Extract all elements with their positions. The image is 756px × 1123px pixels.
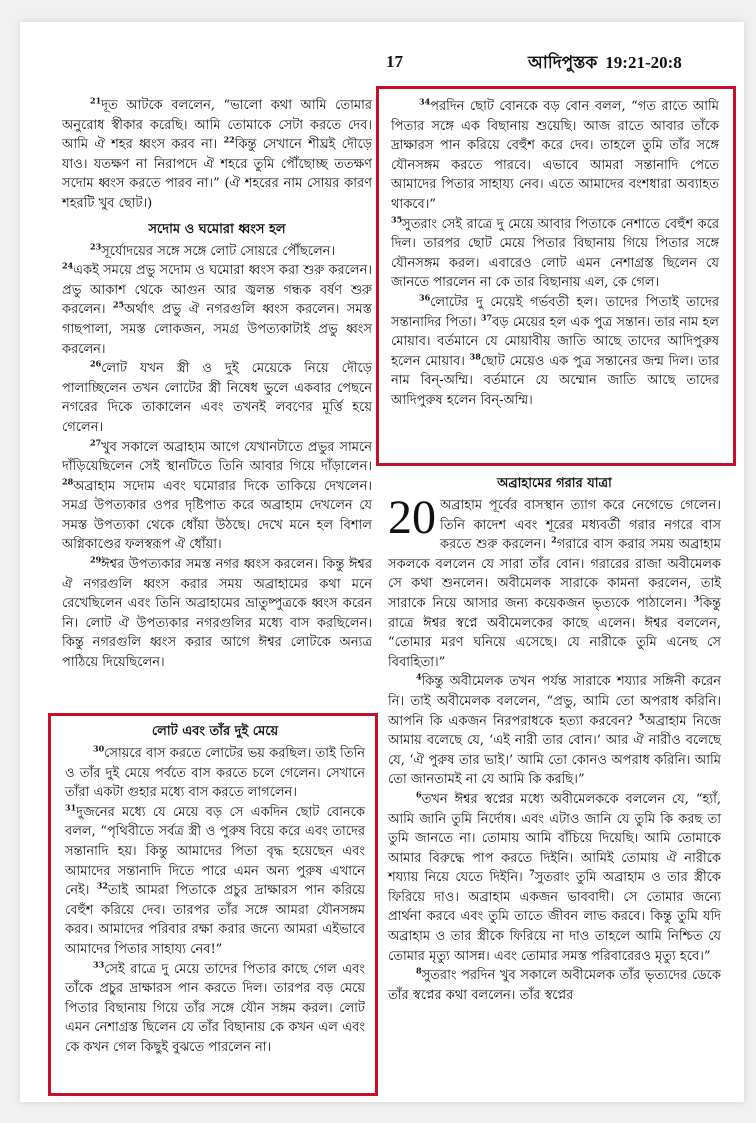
verse-text: কিন্তু রাত্রে ঈশ্বর স্বপ্নে অবীমেলকের কাছে এলেন। ঈশ্বর বললেন, “তোমার মরণ ঘনিয়ে এসেছে। যে নারীকে তুমি এনেছ সে বিবাহিতা।” — [388, 595, 721, 670]
section-heading: সদোম ও ঘমোরা ধ্বংস হল — [148, 221, 286, 237]
verse-text: পরদিন ছোট বোনকে বড় বোন বলল, “গত রাতে আমি পিতার সঙ্গে এক বিছানায় শুয়েছি। আজ রাতে আবার তাঁকে দ্রাক্ষারস পান করিয়ে বেহুঁশ করে দেব। তাহলে তুমি তাঁর সঙ্গে যৌনসঙ্গম করতে পারবে। এভাবে আমরা সন্তানাদি পেতে আমাদের পিতার সাহায্য নেব। এতে আমাদের বংশধারা অব্যাহত থাকবে।” — [391, 99, 719, 212]
verse-number: 31 — [65, 802, 77, 813]
verse-number: 33 — [93, 959, 105, 970]
paragraph — [62, 359, 372, 437]
verse-number: 8 — [416, 965, 422, 976]
verse-text: কিন্তু অবীমেলক তখন পর্যন্ত সারাকে শয্যার সঙ্গিনী করেন নি। তাই অবীমেলক বললেন, “প্রভু, আমি তো অপরাধ করিনি। আপনি কি একজন নিরপরাধকে হত্যা করবেন? — [388, 674, 721, 729]
left-column — [62, 96, 372, 673]
verse-number: 38 — [469, 351, 481, 362]
verse-number: 4 — [416, 672, 422, 683]
verse-text: লোটের দু মেয়েই গর্ভবতী হল। তাদের পিতাই তাদের সন্তানাদির পিতা। — [391, 294, 719, 330]
verse-text: খুব সকালে অব্রাহাম আগে যেখানটাতে প্রভুর সামনে দাঁড়িয়েছিলেন সেই স্থানটিতে তিনি আবার গিয়ে দাঁড়ালেন। — [62, 439, 372, 475]
paragraph — [65, 803, 365, 960]
verse-number: 3 — [693, 593, 700, 604]
verse-number: 34 — [419, 96, 431, 107]
verse-number: 22 — [223, 134, 235, 145]
section-heading: অব্রাহামের গরার যাত্রা — [497, 476, 612, 491]
verse-text: ছোট মেয়েও এক পুত্র সন্তানের জন্ম দিল। তার নাম বিন্-অম্মি। বর্তমানে যে অম্মোন জাতি আছে তাদের আদিপুরুষ হলেন বিন্-অম্মি। — [391, 353, 720, 408]
verse-text: অর্থাৎ প্রভু ঐ নগরগুলি ধ্বংস করলেন। সমস্ত গাছপালা, সমস্ত লোকজন, সমগ্র উপত্যকাটাই প্রভু ধ্বংস করলেন। — [62, 302, 372, 357]
verse-number: 7 — [529, 867, 535, 878]
chapter-verse-range: 19:21-20:8 — [605, 53, 682, 72]
verse-text: সেই রাত্রে দু মেয়ে তাদের পিতার কাছে গেল এবং তাঁকে প্রচুর দ্রাক্ষারস পান করতে দিল। তারপর বড় মেয়ে পিতার বিছানায় গিয়ে তাঁর সঙ্গে যৌন সঙ্গম করল। লোট এমন নেশাগ্রস্ত ছিলেন যে তাঁর বিছানায় কে কখন এল এবং কে কখন গেল কিছুই বুঝতে পারলেন না। — [65, 961, 365, 1055]
verse-number: 37 — [480, 312, 493, 323]
verse-text: ঈশ্বর উপত্যকার সমস্ত নগর ধ্বংস করলেন। কিন্তু ঈশ্বর ঐ নগরগুলি ধ্বংস করার সময় অব্রাহামের কথা মনে রেখেছিলেন এবং তিনি অব্রাহামের ভ্রাতুষ্পুত্রকে ধ্বংস করেন নি। লোট ঐ উপত্যকার নগরগুলির মধ্যে বাস করছিলেন। কিন্তু নগরগুলি ধ্বংস করার আগে ঈশ্বর লোটকে অন্যত্র পাঠিয়ে দিয়েছিলেন। — [62, 557, 372, 671]
verse-text: সুতরাং পরদিন খুব সকালে অবীমেলক তাঁর ভৃত্যদের ডেকে তাঁর স্বপ্নের কথা বললেন। তাঁর স্বপ্নের — [388, 968, 721, 1003]
paragraph — [62, 261, 372, 359]
right-column — [388, 474, 721, 1005]
verse-number: 28 — [62, 476, 74, 487]
book-title: আদিপুস্তক — [528, 53, 598, 73]
highlight-box-left — [48, 713, 378, 1096]
paragraph — [388, 966, 721, 1005]
section-heading: লোট এবং তাঁর দুই মেয়ে — [151, 724, 279, 739]
paragraph — [62, 438, 372, 556]
verse-number: 36 — [419, 292, 431, 303]
paragraph — [62, 555, 372, 673]
chapter-number: 20 — [388, 491, 436, 544]
paragraph — [65, 960, 365, 1058]
verse-number: 5 — [638, 711, 645, 722]
verse-text: সোয়রে বাস করতে লোটের ভয় করছিল। তাই তিনি ও তাঁর দুই মেয়ে পর্বতে বাস করতে চলে গেলেন। সেখানে তাঁরা একটা গুহার মধ্যে বাস করতে লাগলেন। — [65, 746, 365, 801]
verse-number: 30 — [93, 743, 105, 754]
page-number: 17 — [386, 52, 403, 71]
paragraph — [62, 242, 372, 262]
verse-number: 29 — [90, 554, 102, 565]
paragraph — [391, 97, 719, 215]
verse-text: একই সময়ে প্রভু সদোম ও ঘমোরা ধ্বংস করা শুরু করলেন। প্রভু আকাশ থেকে আগুন আর জ্বলন্ত গন্ধক বর্ষণ শুরু করলেন। — [62, 263, 372, 318]
paragraph — [388, 672, 721, 790]
highlight-box-right — [376, 86, 736, 466]
verse-text: সূর্যোদয়ের সঙ্গে সঙ্গে লোট সোয়রে পৌঁছলেন। — [101, 243, 336, 259]
verse-number: 2 — [551, 534, 557, 545]
paragraph — [388, 790, 721, 966]
paragraph — [388, 491, 721, 672]
verse-text: অব্রাহাম পূর্বের বাসস্থান ত্যাগ করে নেগেভে গেলেন। তিনি কাদেশ এবং শূরের মধ্যবর্তী গরার নগরে বাস করতে শুরু করলেন। — [440, 498, 721, 553]
verse-text: অব্রাহাম সদোম এবং ঘমোরার দিকে তাকিয়ে দেখলেন। সমগ্র উপত্যকার ওপর দৃষ্টিপাত করে অব্রাহাম দেখলেন যে সমস্ত উপত্যকা থেকে ধোঁয়া উঠছে। দেখে মনে হল বিশাল অগ্নিকাণ্ডের ফলস্বরূপ ঐ ধোঁয়া। — [62, 478, 372, 553]
verse-text: সুতরাং সেই রাত্রে দু মেয়ে আবার পিতাকে নেশাতে বেহুঁশ করে দিল। তারপর ছোট মেয়ে পিতার বিছানায় গিয়ে পিতার সঙ্গে যৌনসঙ্গম করল। এবারেও লোট এমন নেশাগ্রস্ত ছিলেন যে জানতে পারলেন না কে তার বিছানায় এল, কে গেল। — [391, 216, 719, 291]
verse-text: কিন্তু সেখানে শীঘ্রই দৌড়ে যাও। যতক্ষণ না নিরাপদে ঐ শহরে তুমি পৌঁছোচ্ছ ততক্ষণ সদোম ধ্বংস করতে পারব না।” (ঐ শহরের নাম সোয়র কারণ শহরটি খুব ছোট।) — [62, 137, 372, 211]
box-content — [65, 722, 365, 1058]
verse-text: সুতরাং তুমি অব্রাহাম ও তার স্ত্রীকে ফিরিয়ে দাও। অব্রাহাম একজন ভাববাদী। সে তোমার জন্যে প্রার্থনা করবে এবং তুমি তাতে জীবন লাভ করবে। কিন্তু তুমি যদি অব্রাহাম ও তার স্ত্রীকে ফিরিয়ে না দাও তাহলে আমি নিশ্চিত যে তোমার মৃত্যু আসন্ন। এবং তোমার সমস্ত পরিবারেরও মৃত্যু হবে।” — [388, 870, 721, 964]
verse-number: 21 — [90, 95, 102, 106]
box-content — [391, 97, 719, 411]
paragraph — [391, 215, 719, 293]
chapter-20-section — [388, 474, 721, 1005]
verse-number: 24 — [62, 260, 74, 271]
paragraph — [65, 744, 365, 803]
verse-text: অব্রাহাম নিজে আমায় বলেছে যে, ‘এই নারী তার বোন।’ আর ঐ নারীও বলেছে যে, ‘ঐ পুরুষ তার ভাই।’ আমি তো কোনও অপরাধ করিনি। আমি তো জানতামই না যে আমি কি করছি।” — [388, 713, 721, 788]
verse-text: গরারে বাস করার সময় অব্রাহাম সকলকে বললেন যে সারা তাঁর বোন। গরারের রাজা অবীমেলক সে কথা শুনলেন। অবীমেলক সারাকে কামনা করলেন, তাই সারাকে নিয়ে আসার জন্য কয়েকজন ভৃত্যকে পাঠালেন। — [388, 537, 721, 611]
verse-text: বড় মেয়ের হল এক পুত্র সন্তান। তার নাম হল মোয়াব। বর্তমানে যে মোয়াবীয় জাতি আছে তাদের আদিপুরুষ হলেন মোয়াব। — [391, 314, 719, 369]
verse-text: তাই আমরা পিতাকে প্রচুর দ্রাক্ষারস পান করিয়ে বেহুঁশ করিয়ে দেব। তারপর তাঁর সঙ্গে আমরা যৌনসঙ্গম করব। আমাদের পরিবার রক্ষা করার জন্যে আমরা এইভাবে আমাদের পিতার সাহায্য নেব!” — [65, 883, 365, 957]
verse-text: দূত আটকে বললেন, “ভালো কথা আমি তোমার অনুরোধ স্বীকার করেছি। আমি তোমাকে সেটা করতে দেব। আমি ঐ শহর ধ্বংস করব না। — [62, 98, 372, 153]
verse-number: 27 — [90, 437, 102, 448]
verse-number: 32 — [96, 880, 108, 891]
running-header — [528, 50, 682, 78]
verse-number: 26 — [90, 358, 102, 369]
verse-number: 23 — [90, 241, 102, 252]
paragraph — [62, 96, 372, 214]
verse-text: লোট যখন স্ত্রী ও দুই মেয়েকে নিয়ে দৌড়ে পালাচ্ছিলেন তখন লোটের স্ত্রী নিষেধ ভুলে একবার পেছনে নগরের দিকে তাকালেন এবং তখনই লবণের মূর্ত্তি হয়ে গেলেন। — [62, 361, 372, 435]
paragraph — [391, 293, 719, 411]
verse-number: 35 — [391, 214, 403, 225]
verse-text: তখন ঈশ্বর স্বপ্নের মধ্যে অবীমেলককে বললেন যে, “হ্যাঁ, আমি জানি তুমি নির্দোষ। এবং এটাও জানি যে তুমি কি করছ তা তুমি জানতে না। তোমায় আমি বাঁচিয়ে দিয়েছি। আমি তোমাকে আমার বিরুদ্ধে পাপ করতে দিইনি। আমিই তোমায় ঐ নারীকে শয্যায় নিয়ে যেতে দিইনি। — [388, 791, 721, 886]
verse-number: 25 — [112, 300, 125, 311]
verse-text: দুজনের মধ্যে যে মেয়ে বড় সে একদিন ছোট বোনকে বলল, “পৃথিবীতে সর্বত্র স্ত্রী ও পুরুষ বিয়ে করে এবং তাদের সন্তানাদি হয়। কিন্তু আমাদের পিতা বৃদ্ধ হয়েছেন এবং আমাদের সন্তানাদি দিতে পারে এমন অন্য পুরুষ এখানে নেই। — [65, 804, 365, 899]
verse-number: 6 — [416, 789, 422, 800]
